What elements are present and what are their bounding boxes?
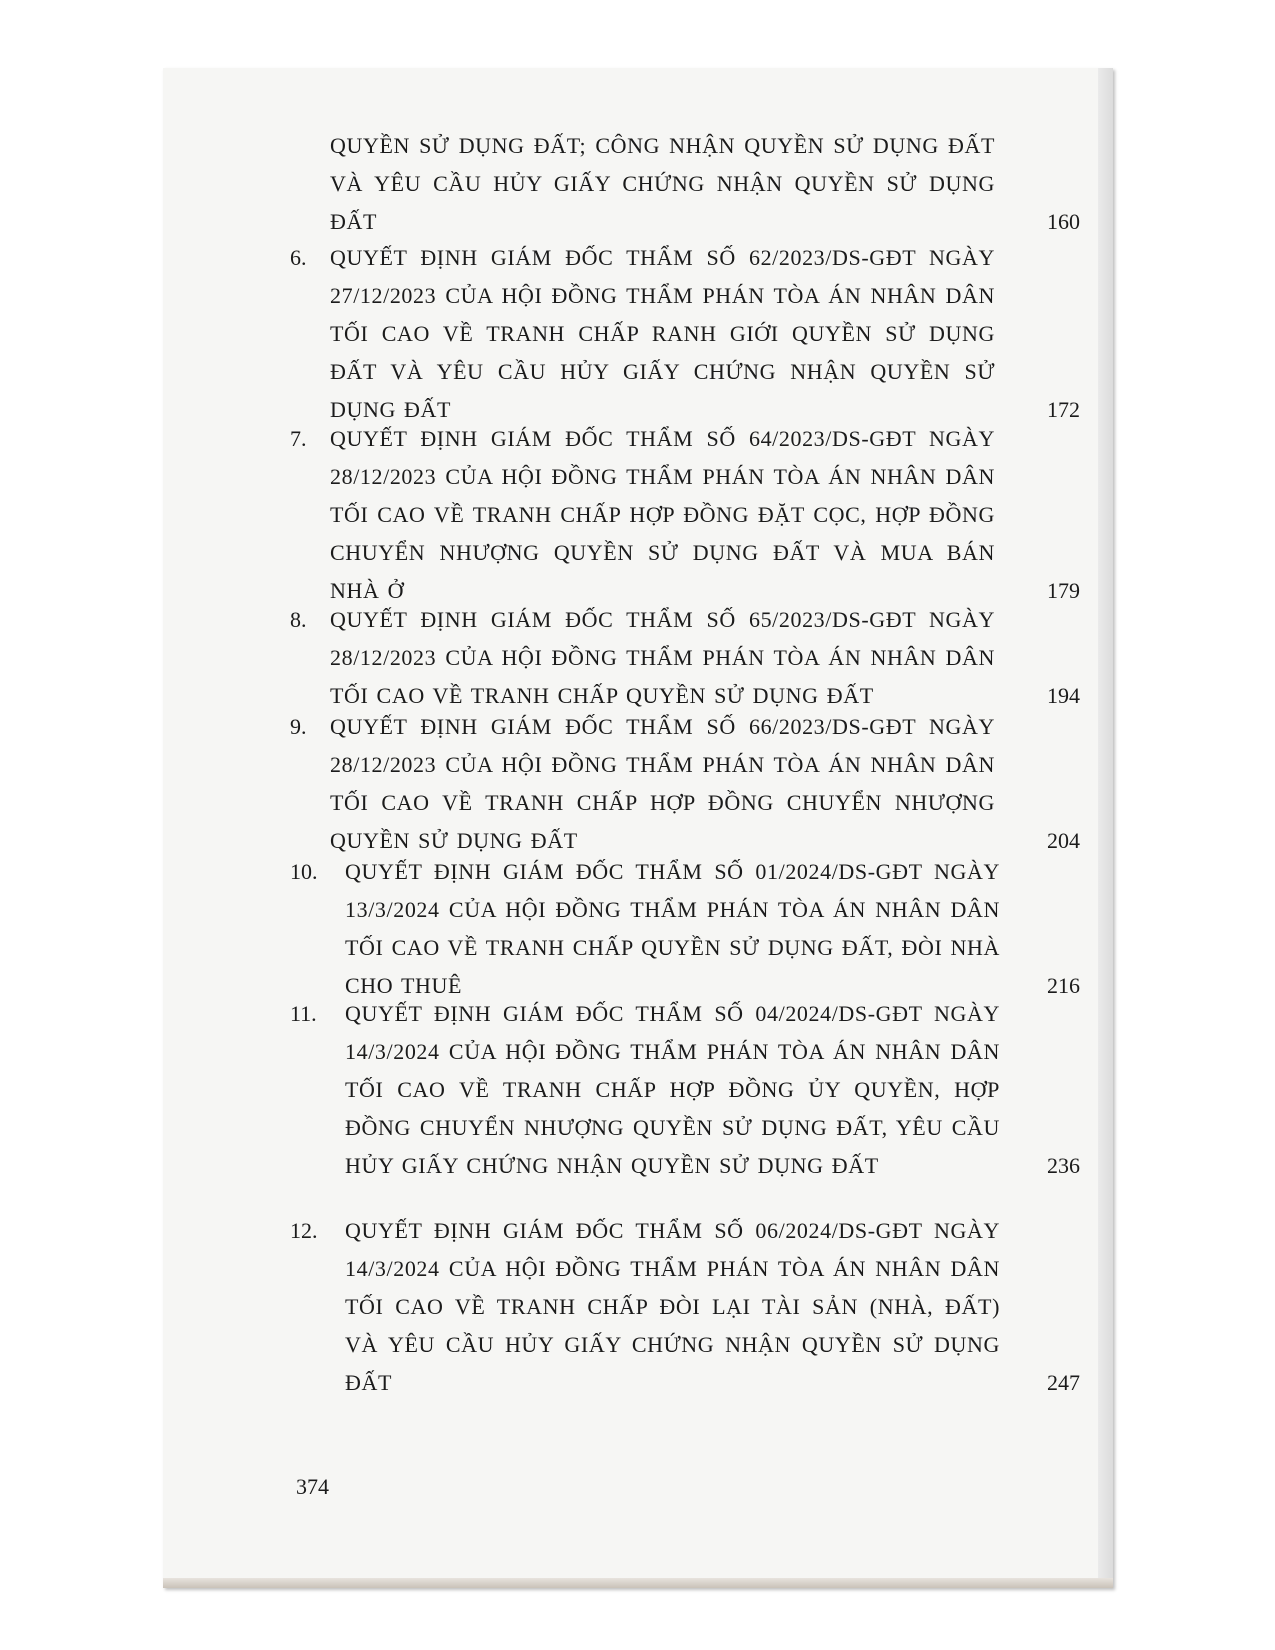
toc-entry-page: 204 — [1047, 828, 1080, 853]
toc-entry-number: 11. — [290, 1001, 317, 1026]
toc-entry-number: 9. — [290, 714, 307, 739]
toc-entry-title: QUYẾT ĐỊNH GIÁM ĐỐC THẨM SỐ 06/2024/DS-GĐT NGÀY 14/3/2024 CỦA HỘI ĐỒNG THẨM PHÁN TÒA ÁN NHÂN DÂN TỐI CAO VỀ TRANH CHẤP ĐÒI LẠI TÀI SẢN (NHÀ, ĐẤT) VÀ YÊU CẦU HỦY GIẤY CHỨNG NHẬN QUYỀN SỬ DỤNG ĐẤT — [345, 1218, 1000, 1395]
toc-entry-page: 236 — [1047, 1153, 1080, 1178]
toc-entry-number: 12. — [290, 1218, 318, 1243]
page-edge-shadow — [1098, 68, 1113, 1588]
toc-entry-9 — [290, 708, 1080, 860]
toc-entry-number: 8. — [290, 607, 307, 632]
page-number: 374 — [296, 1474, 329, 1499]
toc-entry-page: 172 — [1047, 397, 1080, 422]
toc-entry-10 — [290, 853, 1080, 1005]
toc-entry-title: QUYẾT ĐỊNH GIÁM ĐỐC THẨM SỐ 65/2023/DS-GĐT NGÀY 28/12/2023 CỦA HỘI ĐỒNG THẨM PHÁN TÒA ÁN NHÂN DÂN TỐI CAO VỀ TRANH CHẤP QUYỀN SỬ DỤNG ĐẤT — [330, 607, 995, 708]
page-bottom-edge — [163, 1578, 1113, 1588]
toc-entry-page: 179 — [1047, 578, 1080, 603]
toc-entry-page: 194 — [1047, 683, 1080, 708]
toc-entry-12 — [290, 1212, 1080, 1402]
toc-entry-8 — [290, 601, 1080, 715]
toc-entry-title: QUYẾT ĐỊNH GIÁM ĐỐC THẨM SỐ 01/2024/DS-GĐT NGÀY 13/3/2024 CỦA HỘI ĐỒNG THẨM PHÁN TÒA ÁN NHÂN DÂN TỐI CAO VỀ TRANH CHẤP QUYỀN SỬ DỤNG ĐẤT, ĐÒI NHÀ CHO THUÊ — [345, 859, 1000, 998]
toc-entry-page: 247 — [1047, 1370, 1080, 1395]
toc-entry-page: 160 — [1047, 209, 1080, 234]
toc-entry-6 — [290, 239, 1080, 429]
toc-entry-title: QUYẾT ĐỊNH GIÁM ĐỐC THẨM SỐ 04/2024/DS-GĐT NGÀY 14/3/2024 CỦA HỘI ĐỒNG THẨM PHÁN TÒA ÁN NHÂN DÂN TỐI CAO VỀ TRANH CHẤP HỢP ĐỒNG ỦY QUYỀN, HỢP ĐỒNG CHUYỂN NHƯỢNG QUYỀN SỬ DỤNG ĐẤT, YÊU CẦU HỦY GIẤY CHỨNG NHẬN QUYỀN SỬ DỤNG ĐẤT — [345, 1001, 1000, 1178]
toc-entry-page: 216 — [1047, 973, 1080, 998]
toc-entry-number: 6. — [290, 245, 307, 270]
toc-entry-title: QUYỀN SỬ DỤNG ĐẤT; CÔNG NHẬN QUYỀN SỬ DỤNG ĐẤT VÀ YÊU CẦU HỦY GIẤY CHỨNG NHẬN QUYỀN SỬ DỤNG ĐẤT — [330, 133, 995, 234]
toc-entry-7 — [290, 420, 1080, 610]
toc-entry-title: QUYẾT ĐỊNH GIÁM ĐỐC THẨM SỐ 64/2023/DS-GĐT NGÀY 28/12/2023 CỦA HỘI ĐỒNG THẨM PHÁN TÒA ÁN NHÂN DÂN TỐI CAO VỀ TRANH CHẤP HỢP ĐỒNG ĐẶT CỌC, HỢP ĐỒNG CHUYỂN NHƯỢNG QUYỀN SỬ DỤNG ĐẤT VÀ MUA BÁN NHÀ Ở — [330, 426, 995, 603]
toc-entry-11 — [290, 995, 1080, 1185]
toc-entry-number: 10. — [290, 859, 318, 884]
toc-entry-title: QUYẾT ĐỊNH GIÁM ĐỐC THẨM SỐ 62/2023/DS-GĐT NGÀY 27/12/2023 CỦA HỘI ĐỒNG THẨM PHÁN TÒA ÁN NHÂN DÂN TỐI CAO VỀ TRANH CHẤP RANH GIỚI QUYỀN SỬ DỤNG ĐẤT VÀ YÊU CẦU HỦY GIẤY CHỨNG NHẬN QUYỀN SỬ DỤNG ĐẤT — [330, 245, 995, 422]
toc-entry-number: 7. — [290, 426, 307, 451]
toc-entry-title: QUYẾT ĐỊNH GIÁM ĐỐC THẨM SỐ 66/2023/DS-GĐT NGÀY 28/12/2023 CỦA HỘI ĐỒNG THẨM PHÁN TÒA ÁN NHÂN DÂN TỐI CAO VỀ TRANH CHẤP HỢP ĐỒNG CHUYỂN NHƯỢNG QUYỀN SỬ DỤNG ĐẤT — [330, 714, 995, 853]
toc-entry-continued — [290, 127, 1080, 241]
